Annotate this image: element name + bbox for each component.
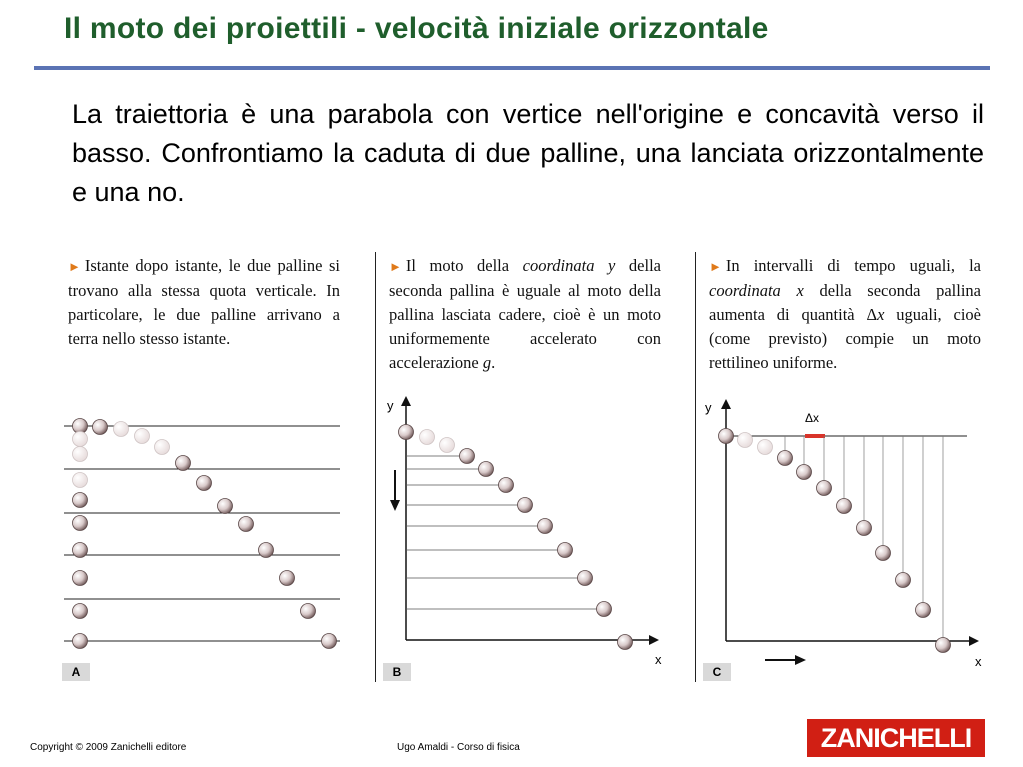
panel-b-caption-text: Il moto della xyxy=(405,256,523,275)
x-axis-arrow-icon xyxy=(969,636,979,646)
panel-b-tag: B xyxy=(383,663,411,681)
ball xyxy=(518,498,533,513)
panel-c-delta-x-label: Δx xyxy=(805,411,820,425)
panel-b-axis-y-label: y xyxy=(387,398,394,413)
body-paragraph: La traiettoria è una parabola con vertice nell'origine e concavità verso il basso. Confrontiamo la caduta di due palline, una lanciata orizzontalmente e una no. xyxy=(72,99,984,207)
panel-divider xyxy=(375,252,376,682)
ball xyxy=(558,543,573,558)
slide-title: Il moto dei proiettili - velocità iniziale orizzontale xyxy=(64,12,769,45)
ball xyxy=(259,543,274,558)
ball xyxy=(797,465,812,480)
ball xyxy=(399,425,414,440)
gravity-arrow-icon xyxy=(390,500,400,511)
panel-a-caption-text: Istante dopo istante, le due palline si trovano alla stessa quota verticale. In particolare, le due palline arrivano a terra nello stesso istante. xyxy=(68,256,340,348)
ball xyxy=(479,462,494,477)
ball xyxy=(597,602,612,617)
ball xyxy=(197,476,212,491)
ball xyxy=(738,433,753,448)
ball xyxy=(578,571,593,586)
ball xyxy=(916,603,931,618)
panel-c-caption-end: uguali, cioè (come previsto) compie un moto rettilineo uniforme. xyxy=(709,305,982,372)
ball xyxy=(73,543,88,558)
ball xyxy=(280,571,295,586)
panel-a-tag: A xyxy=(62,663,90,681)
panel-divider xyxy=(695,252,696,682)
panel-c-tag: C xyxy=(703,663,731,681)
ball xyxy=(239,517,254,532)
y-axis-arrow-icon xyxy=(721,399,731,409)
ball xyxy=(876,546,891,561)
ball xyxy=(778,451,793,466)
panel-c-axis-y-label: y xyxy=(705,400,712,415)
ball xyxy=(73,571,88,586)
ball xyxy=(322,634,337,649)
ball xyxy=(936,638,951,653)
velocity-arrow-icon xyxy=(795,655,806,665)
ball xyxy=(719,429,734,444)
ball xyxy=(176,456,191,471)
ball xyxy=(73,516,88,531)
ball xyxy=(896,573,911,588)
zanichelli-logo-text: ZANICHELLI xyxy=(820,723,972,753)
panel-c-caption-text-2: della seconda pallina aumenta di quantità Δ xyxy=(709,281,982,324)
panel-b-caption-em-2: g xyxy=(482,353,492,372)
ball xyxy=(857,521,872,536)
y-axis-arrow-icon xyxy=(401,396,411,406)
panel-a-figure xyxy=(64,248,354,683)
ball xyxy=(218,499,233,514)
triangle-bullet-icon: ► xyxy=(709,259,722,274)
ball xyxy=(618,635,633,650)
ball xyxy=(440,438,455,453)
ball xyxy=(114,422,129,437)
ball xyxy=(420,430,435,445)
ball xyxy=(73,604,88,619)
ball xyxy=(460,449,475,464)
panel-b xyxy=(385,248,675,683)
ball xyxy=(155,440,170,455)
ball xyxy=(73,432,88,447)
panel-c xyxy=(705,248,995,683)
panel-c-figure xyxy=(705,248,995,683)
panel-c-axis-x-label: x xyxy=(975,654,982,669)
panel-a xyxy=(64,248,354,683)
panel-c-caption-em-2: x xyxy=(877,305,885,324)
x-axis-arrow-icon xyxy=(649,635,659,645)
panel-b-caption-end: . xyxy=(491,353,496,372)
ball xyxy=(499,478,514,493)
footer-copyright: Copyright © 2009 Zanichelli editore xyxy=(30,742,187,753)
ball xyxy=(73,634,88,649)
panel-c-caption-em: coordinata x xyxy=(709,281,804,300)
zanichelli-logo xyxy=(807,719,985,757)
panel-c-caption-text: In intervalli di tempo uguali, la xyxy=(725,256,981,275)
panel-b-caption-em: coordinata y xyxy=(522,256,616,275)
panel-b-axis-x-label: x xyxy=(655,652,662,667)
title-underline xyxy=(34,66,990,70)
ball xyxy=(538,519,553,534)
ball xyxy=(93,420,108,435)
ball xyxy=(73,473,88,488)
panel-b-figure xyxy=(385,248,675,683)
ball xyxy=(73,447,88,462)
ball xyxy=(758,440,773,455)
triangle-bullet-icon: ► xyxy=(389,259,402,274)
triangle-bullet-icon: ► xyxy=(68,259,81,274)
ball xyxy=(73,493,88,508)
ball xyxy=(837,499,852,514)
ball xyxy=(817,481,832,496)
ball xyxy=(301,604,316,619)
footer-course: Ugo Amaldi - Corso di fisica xyxy=(397,742,520,753)
panel-b-caption-text-2: della seconda pallina è uguale al moto della pallina lasciata cadere, cioè è un moto uniformemente accelerato con accelerazione xyxy=(389,256,661,372)
ball xyxy=(135,429,150,444)
